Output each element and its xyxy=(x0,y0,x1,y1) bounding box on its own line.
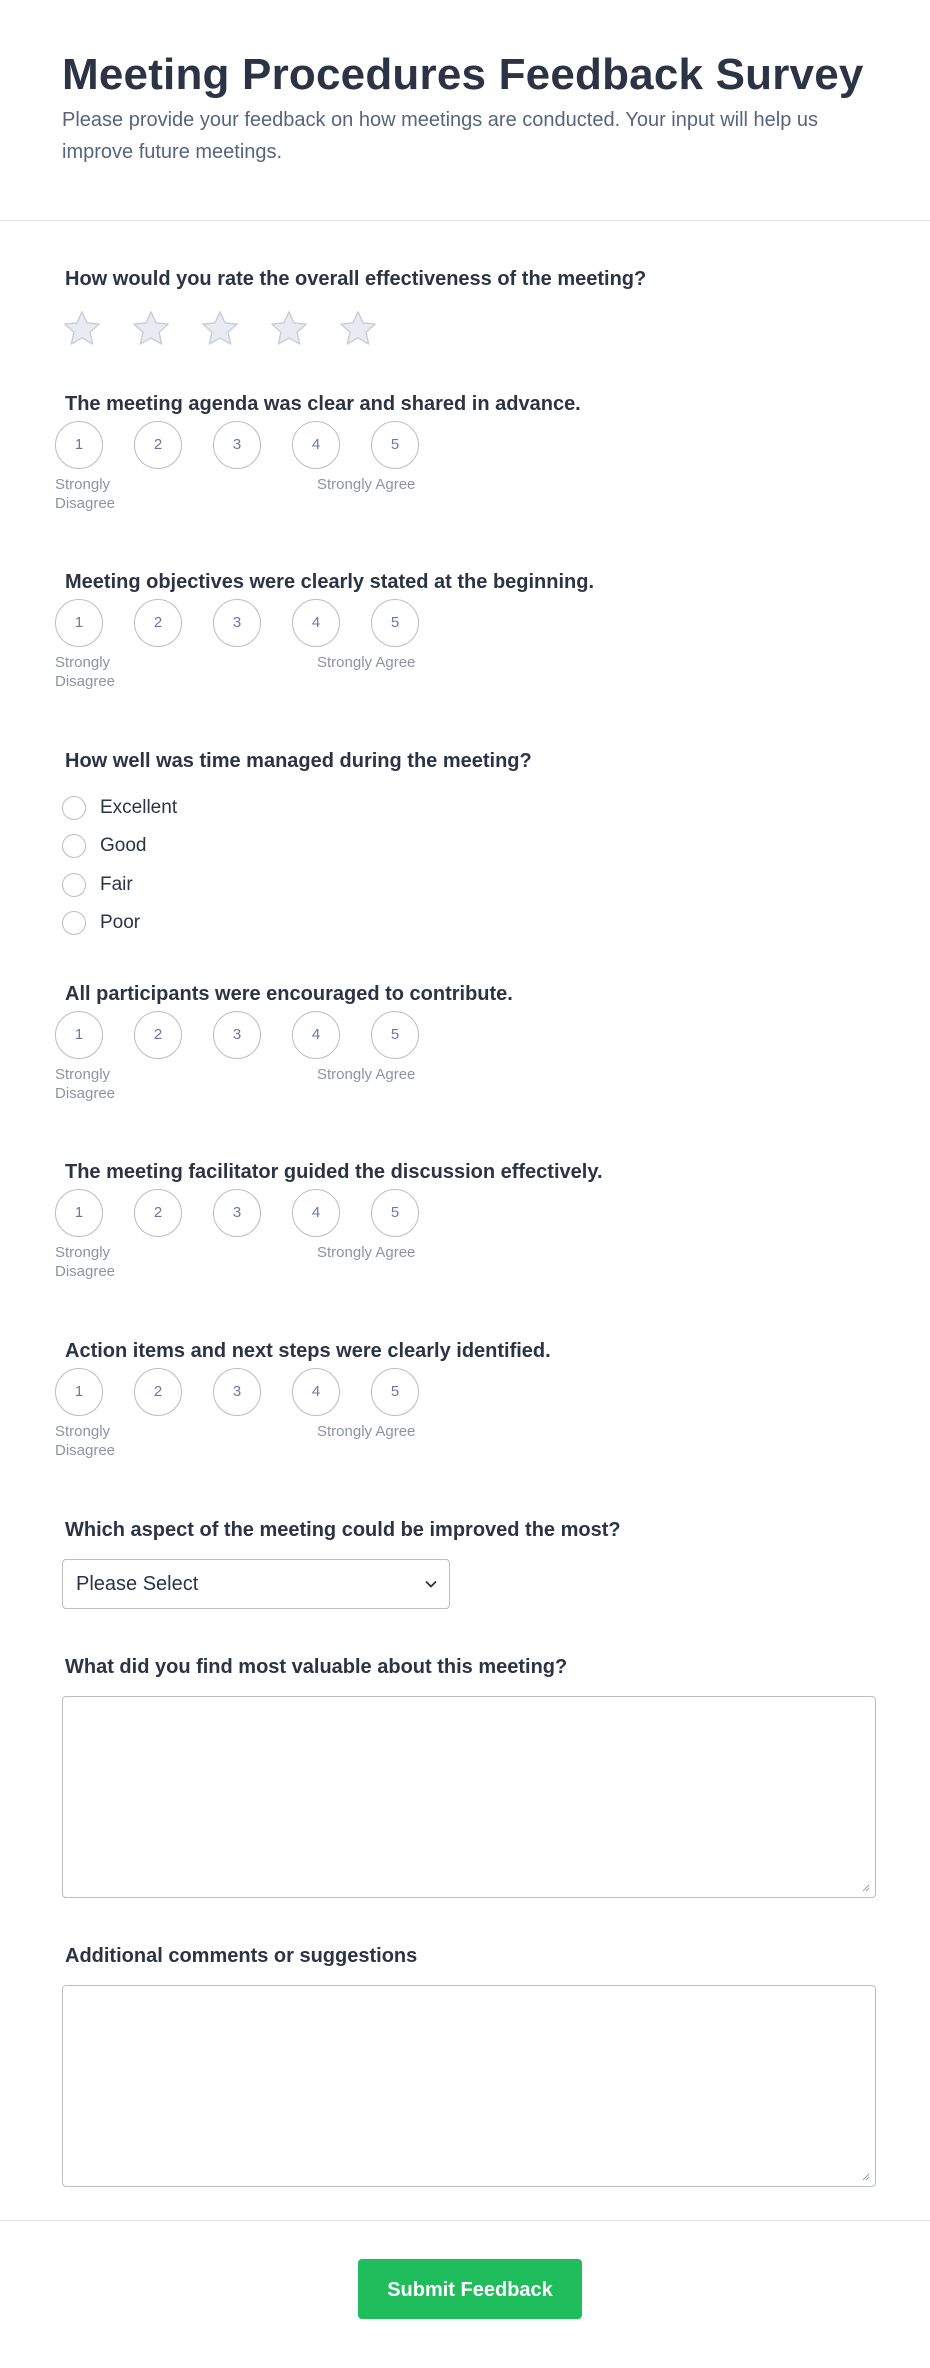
scale-option-3[interactable]: 3 xyxy=(213,599,261,647)
scale-option-5[interactable]: 5 xyxy=(371,1189,419,1237)
scale-label-right: Strongly Agree xyxy=(317,1423,416,1440)
scale-label-right: Strongly Agree xyxy=(317,1244,416,1261)
resize-grip-icon[interactable] xyxy=(860,1882,870,1892)
scale-option-5[interactable]: 5 xyxy=(371,1368,419,1416)
star-icon[interactable] xyxy=(198,308,242,350)
scale-option-5[interactable]: 5 xyxy=(371,421,419,469)
scale-option-4[interactable]: 4 xyxy=(292,599,340,647)
radio-label: Good xyxy=(100,835,147,856)
question-label: The meeting agenda was clear and shared in advance. xyxy=(65,393,581,415)
most-valuable-textarea[interactable] xyxy=(62,1696,876,1898)
scale-rating xyxy=(55,1011,455,1121)
question-label: What did you find most valuable about this meeting? xyxy=(65,1656,568,1678)
form-header xyxy=(0,0,930,221)
radio-button[interactable] xyxy=(62,796,86,820)
scale-option-1[interactable]: 1 xyxy=(55,1189,103,1237)
scale-rating xyxy=(55,421,455,531)
scale-option-4[interactable]: 4 xyxy=(292,1189,340,1237)
scale-label-right: Strongly Agree xyxy=(317,476,416,493)
scale-option-1[interactable]: 1 xyxy=(55,1368,103,1416)
radio-button[interactable] xyxy=(62,873,86,897)
question-label: Meeting objectives were clearly stated at the beginning. xyxy=(65,571,595,593)
radio-label: Excellent xyxy=(100,797,178,818)
scale-label-left: Strongly Disagree xyxy=(55,1066,116,1102)
scale-option-3[interactable]: 3 xyxy=(213,421,261,469)
scale-option-5[interactable]: 5 xyxy=(371,1011,419,1059)
scale-option-5[interactable]: 5 xyxy=(371,599,419,647)
chevron-down-icon xyxy=(423,1576,439,1592)
question-label: Additional comments or suggestions xyxy=(65,1945,418,1967)
radio-label: Fair xyxy=(100,874,133,895)
scale-rating xyxy=(55,1189,455,1299)
scale-option-3[interactable]: 3 xyxy=(213,1011,261,1059)
select-value: Please Select xyxy=(76,1573,199,1595)
star-icon[interactable] xyxy=(267,308,311,350)
scale-option-1[interactable]: 1 xyxy=(55,421,103,469)
radio-button[interactable] xyxy=(62,911,86,935)
scale-label-left: Strongly Disagree xyxy=(55,476,116,512)
scale-option-2[interactable]: 2 xyxy=(134,1368,182,1416)
scale-label-left: Strongly Disagree xyxy=(55,654,116,690)
form-footer xyxy=(0,2220,930,2368)
question-label: Which aspect of the meeting could be improved the most? xyxy=(65,1519,621,1541)
page-subtitle: Please provide your feedback on how meetings are conducted. Your input will help us improve future meetings. xyxy=(62,109,819,163)
page-title: Meeting Procedures Feedback Survey xyxy=(62,50,864,99)
scale-rating xyxy=(55,1368,455,1478)
scale-label-right: Strongly Agree xyxy=(317,654,416,671)
scale-option-4[interactable]: 4 xyxy=(292,1368,340,1416)
scale-option-3[interactable]: 3 xyxy=(213,1368,261,1416)
question-label: All participants were encouraged to contribute. xyxy=(65,983,513,1005)
scale-option-2[interactable]: 2 xyxy=(134,599,182,647)
radio-button[interactable] xyxy=(62,834,86,858)
scale-option-4[interactable]: 4 xyxy=(292,421,340,469)
question-label: How well was time managed during the meeting? xyxy=(65,750,532,772)
scale-option-2[interactable]: 2 xyxy=(134,1011,182,1059)
star-icon[interactable] xyxy=(336,308,380,350)
improvement-select[interactable] xyxy=(62,1559,450,1609)
scale-option-2[interactable]: 2 xyxy=(134,1189,182,1237)
scale-option-1[interactable]: 1 xyxy=(55,599,103,647)
scale-option-3[interactable]: 3 xyxy=(213,1189,261,1237)
question-label: The meeting facilitator guided the discussion effectively. xyxy=(65,1161,603,1183)
scale-option-1[interactable]: 1 xyxy=(55,1011,103,1059)
scale-rating xyxy=(55,599,455,709)
additional-comments-textarea[interactable] xyxy=(62,1985,876,2187)
radio-label: Poor xyxy=(100,912,141,933)
question-label: How would you rate the overall effectiveness of the meeting? xyxy=(65,268,647,290)
question-label: Action items and next steps were clearly identified. xyxy=(65,1340,551,1362)
scale-option-4[interactable]: 4 xyxy=(292,1011,340,1059)
scale-label-right: Strongly Agree xyxy=(317,1066,416,1083)
scale-option-2[interactable]: 2 xyxy=(134,421,182,469)
submit-button[interactable]: Submit Feedback xyxy=(358,2259,582,2319)
star-icon[interactable] xyxy=(60,308,104,350)
star-icon[interactable] xyxy=(129,308,173,350)
scale-label-left: Strongly Disagree xyxy=(55,1244,116,1280)
scale-label-left: Strongly Disagree xyxy=(55,1423,116,1459)
resize-grip-icon[interactable] xyxy=(860,2171,870,2181)
